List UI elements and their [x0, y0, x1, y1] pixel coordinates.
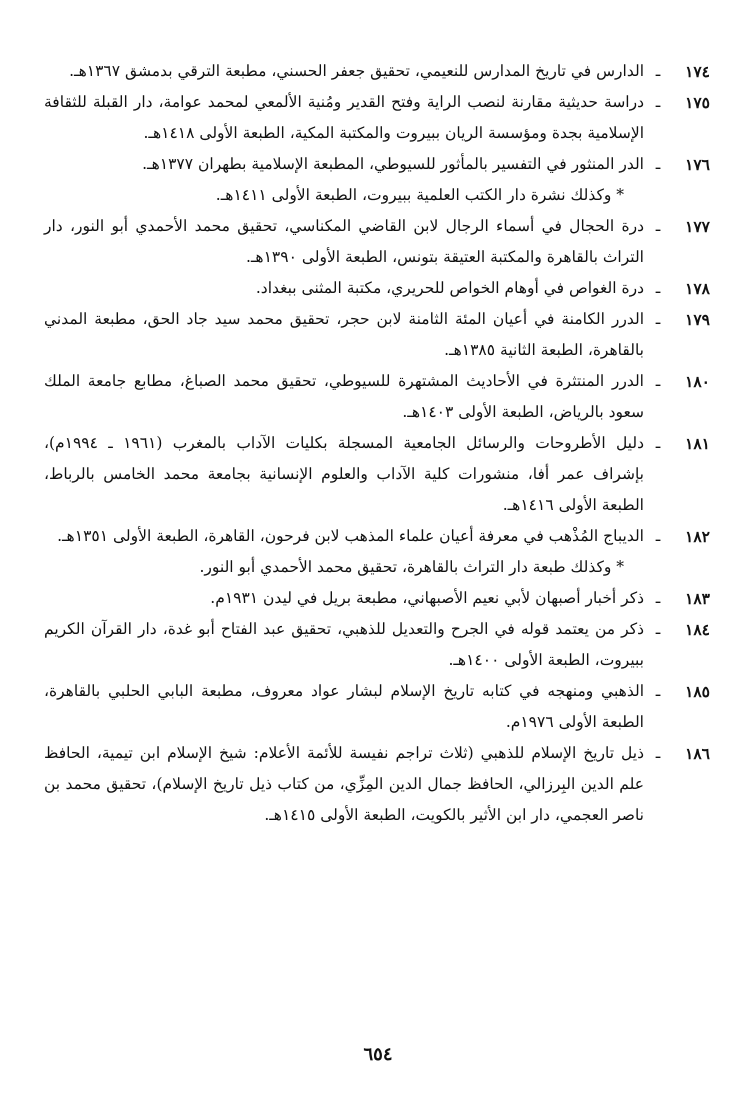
- entry-text: دليل الأطروحات والرسائل الجامعية المسجلة بكليات الآداب بالمغرب (١٩٦١ ـ ١٩٩٤م)، بإشراف عمر أفا، منشورات كلية الآداب والعلوم الإنسانية بجامعة محمد الخامس بالرباط، الطبعة الأولى ١٤١٦هـ.: [44, 434, 644, 514]
- entry-dash: ـ: [655, 279, 661, 297]
- bibliography-entry-178: [44, 273, 710, 304]
- entry-dash: ـ: [655, 527, 661, 545]
- entry-dash: ـ: [655, 93, 661, 111]
- entry-dash: ـ: [655, 62, 661, 80]
- entry-number: ١٧٧: [685, 217, 710, 236]
- entry-note-176: * وكذلك نشرة دار الكتب العلمية ببيروت، الطبعة الأولى ١٤١١هـ.: [215, 186, 624, 204]
- entry-text: ذيل تاريخ الإسلام للذهبي (ثلاث تراجم نفيسة للأئمة الأعلام: شيخ الإسلام ابن تيمية، الحافظ علم الدين البِرزالي، الحافظ جمال الدين المِزِّي، من كتاب ذيل تاريخ الإسلام)، تحقيق محمد بن ناصر العجمي، دار ابن الأثير بالكويت، الطبعة الأولى ١٤١٥هـ.: [44, 744, 644, 824]
- bibliography-entry-181: [44, 428, 710, 521]
- bibliography-entry-184: [44, 614, 710, 676]
- entry-text: الدرر الكامنة في أعيان المئة الثامنة لابن حجر، تحقيق محمد سيد جاد الحق، مطبعة المدني بالقاهرة، الطبعة الثانية ١٣٨٥هـ.: [44, 310, 644, 359]
- entry-number: ١٧٥: [685, 93, 710, 112]
- entry-dash: ـ: [655, 434, 661, 452]
- entry-dash: ـ: [655, 310, 661, 328]
- entry-text: درة الغواص في أوهام الخواص للحريري، مكتبة المثنى ببغداد.: [255, 279, 644, 297]
- entry-number: ١٨٦: [685, 744, 710, 763]
- entry-dash: ـ: [655, 744, 661, 762]
- entry-text: الدرر المنتثرة في الأحاديث المشتهرة للسيوطي، تحقيق محمد الصباغ، مطابع جامعة الملك سعود بالرياض، الطبعة الأولى ١٤٠٣هـ.: [44, 372, 644, 421]
- entry-dash: ـ: [655, 620, 661, 638]
- entry-dash: ـ: [655, 682, 661, 700]
- bibliography-entry-186: [44, 738, 710, 831]
- entry-text: الدر المنثور في التفسير بالمأثور للسيوطي، المطبعة الإسلامية بطهران ١٣٧٧هـ.: [142, 155, 644, 173]
- page-number: ٦٥٤: [363, 1044, 393, 1065]
- bibliography-entry-180: [44, 366, 710, 428]
- bibliography-entry-182: [44, 521, 710, 552]
- bibliography-entry-174: [44, 56, 710, 87]
- entry-number: ١٨١: [685, 434, 710, 453]
- entry-dash: ـ: [655, 372, 661, 390]
- entry-number: ١٨٤: [685, 620, 710, 639]
- bibliography-entry-175: [44, 87, 710, 149]
- entry-dash: ـ: [655, 589, 661, 607]
- bibliography-entry-185: [44, 676, 710, 738]
- bibliography-entry-177: [44, 211, 710, 273]
- entry-number: ١٧٨: [685, 279, 710, 298]
- entry-note-182: * وكذلك طبعة دار التراث بالقاهرة، تحقيق محمد الأحمدي أبو النور.: [199, 558, 624, 576]
- entry-dash: ـ: [655, 155, 661, 173]
- entry-number: ١٨٣: [685, 589, 710, 608]
- entry-number: ١٨٠: [685, 372, 710, 391]
- bibliography-entry-176: [44, 149, 710, 180]
- entry-text: دراسة حديثية مقارنة لنصب الراية وفتح القدير ومُنية الألمعي لمحمد عوامة، دار القبلة للثقافة الإسلامية بجدة ومؤسسة الريان ببيروت والمكتبة المكية، الطبعة الأولى ١٤١٨هـ.: [44, 93, 644, 142]
- entry-number: ١٧٤: [685, 62, 710, 81]
- entry-dash: ـ: [655, 217, 661, 235]
- entry-number: ١٨٢: [685, 527, 710, 546]
- bibliography-entry-183: [44, 583, 710, 614]
- entry-text: الديباج المُذْهب في معرفة أعيان علماء المذهب لابن فرحون، القاهرة، الطبعة الأولى ١٣٥١هـ.: [57, 527, 644, 545]
- entry-text: ذكر من يعتمد قوله في الجرح والتعديل للذهبي، تحقيق عبد الفتاح أبو غدة، دار القرآن الكريم ببيروت، الطبعة الأولى ١٤٠٠هـ.: [44, 620, 644, 669]
- entry-number: ١٨٥: [685, 682, 710, 701]
- entry-text: ذكر أخبار أصبهان لأبي نعيم الأصبهاني، مطبعة بريل في ليدن ١٩٣١م.: [210, 589, 644, 607]
- entry-number: ١٧٦: [685, 155, 710, 174]
- entry-text: الذهبي ومنهجه في كتابه تاريخ الإسلام لبشار عواد معروف، مطبعة البابي الحلبي بالقاهرة، الطبعة الأولى ١٩٧٦م.: [44, 682, 644, 731]
- bibliography-entry-179: [44, 304, 710, 366]
- entry-text: الدارس في تاريخ المدارس للنعيمي، تحقيق جعفر الحسني، مطبعة الترقي بدمشق ١٣٦٧هـ.: [69, 62, 644, 80]
- entry-number: ١٧٩: [685, 310, 710, 329]
- entry-text: درة الحجال في أسماء الرجال لابن القاضي المكناسي، تحقيق محمد الأحمدي أبو النور، دار التراث بالقاهرة والمكتبة العتيقة بتونس، الطبعة الأولى ١٣٩٠هـ.: [44, 217, 644, 266]
